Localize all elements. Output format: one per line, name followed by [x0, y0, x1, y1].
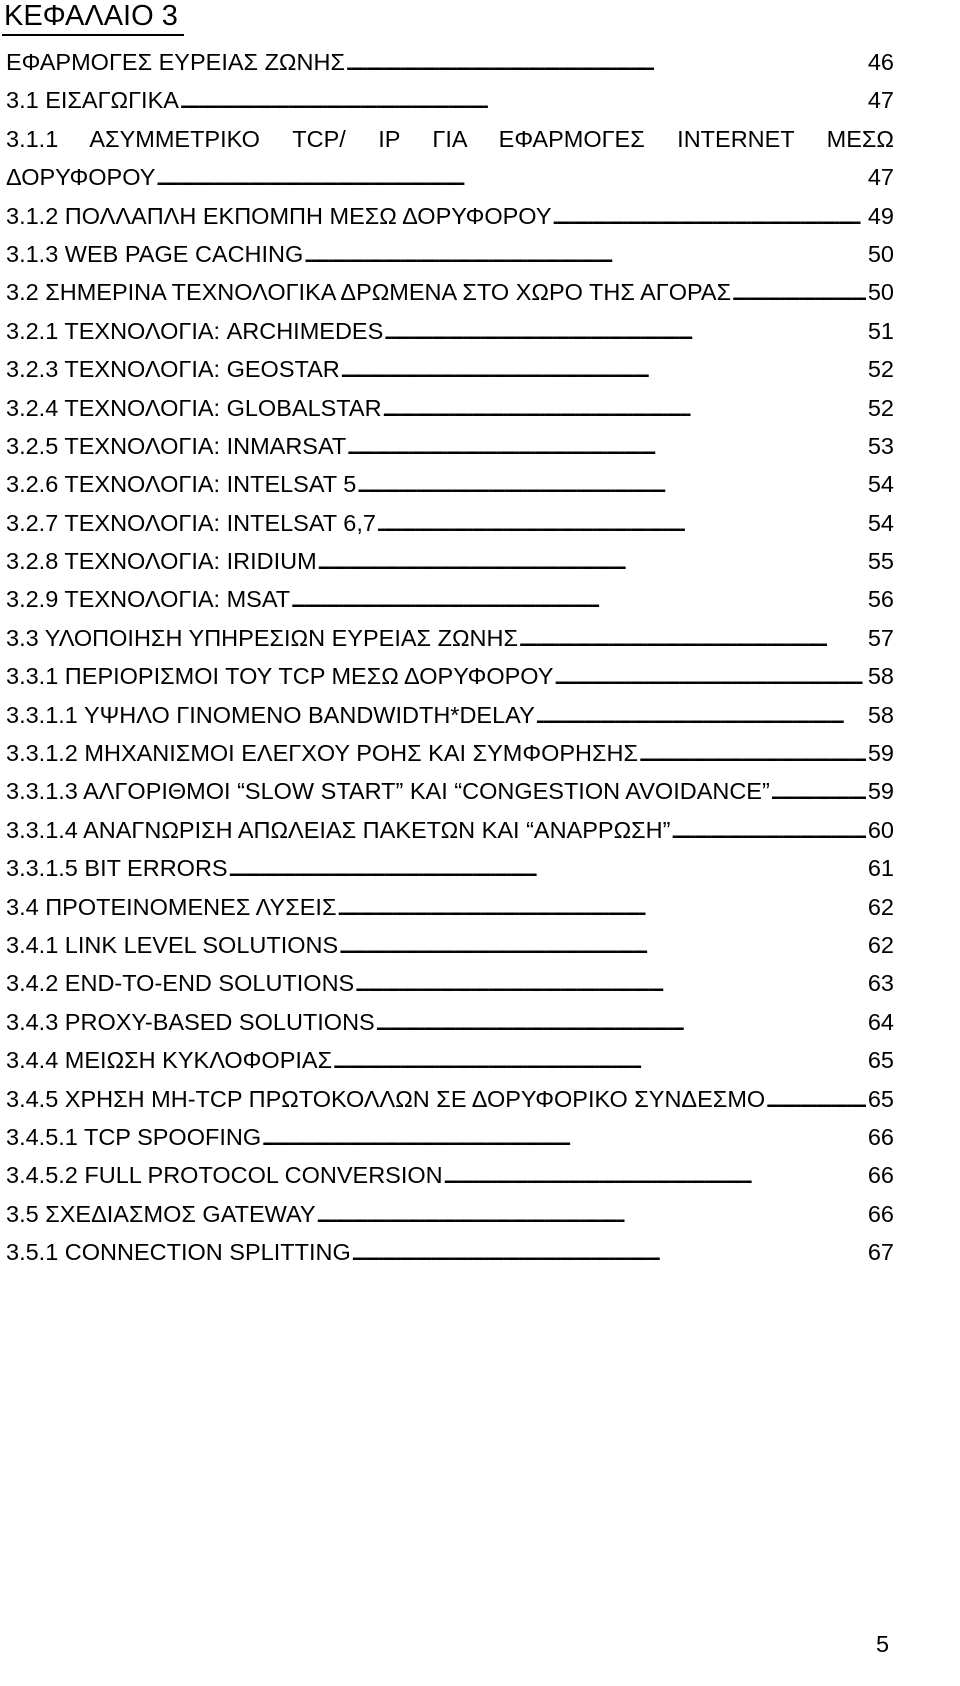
toc-dot-leader [340, 354, 866, 384]
toc-entry[interactable] [6, 1084, 894, 1122]
toc-entry-title: 3.3.1.2 ΜΗΧΑΝΙΣΜΟΙ ΕΛΕΓΧΟΥ ΡΟΗΣ ΚΑΙ ΣΥΜΦΟΡΗΣΗΣ [6, 740, 639, 767]
toc-entry-title: 3.2.5 ΤΕΧΝΟΛΟΓΙΑ: INMARSAT [6, 432, 347, 459]
toc-entry[interactable] [6, 700, 894, 738]
toc-dot-leader [345, 47, 866, 77]
toc-entry[interactable] [6, 853, 894, 891]
toc-dot-leader [179, 85, 866, 115]
toc-dot-leader [351, 1237, 866, 1267]
toc-entry-title: 3.4.5.2 FULL PROTOCOL CONVERSION [6, 1162, 443, 1189]
toc-dot-leader [228, 853, 866, 883]
toc-entry[interactable] [6, 85, 894, 123]
table-of-contents [6, 47, 894, 1276]
toc-entry[interactable] [6, 1122, 894, 1160]
toc-entry-page: 65 [867, 1085, 894, 1112]
toc-entry-title: 3.4.5.1 TCP SPOOFING [6, 1123, 262, 1150]
toc-dot-leader [332, 1045, 866, 1075]
toc-entry[interactable] [6, 393, 894, 431]
toc-entry-page: 62 [867, 893, 894, 920]
toc-entry-page: 59 [867, 740, 894, 767]
toc-entry-page: 54 [867, 471, 894, 498]
toc-dot-leader [553, 661, 865, 691]
toc-entry-title: ΕΦΑΡΜΟΓΕΣ ΕΥΡΕΙΑΣ ΖΩΝΗΣ [6, 49, 345, 75]
toc-dot-leader [770, 776, 866, 806]
toc-entry-title: 3.3.1.1 ΥΨΗΛΟ ΓΙΝΟΜΕΝΟ BANDWIDTH*DELAY [6, 701, 535, 728]
toc-entry[interactable] [6, 584, 894, 622]
toc-entry[interactable] [6, 431, 894, 469]
toc-entry-page: 50 [867, 279, 894, 306]
toc-entry-title: 3.2.7 ΤΕΧΝΟΛΟΓΙΑ: INTELSAT 6,7 [6, 509, 376, 536]
toc-entry-title: 3.3.1.3 ΑΛΓΟΡΙΘΜΟΙ “SLOW START” ΚΑΙ “CONGESTION AVOIDANCE” [6, 778, 770, 805]
toc-entry-page: 52 [867, 356, 894, 383]
toc-entry-page: 46 [867, 49, 894, 75]
toc-entry-page: 62 [867, 931, 894, 958]
toc-entry-title: 3.3.1.4 ΑΝΑΓΝΩΡΙΣΗ ΑΠΩΛΕΙΑΣ ΠΑΚΕΤΩΝ ΚΑΙ “ΑΝΑΡΡΩΣΗ” [6, 816, 671, 843]
toc-dot-leader [765, 1084, 866, 1114]
toc-dot-leader [443, 1160, 866, 1190]
toc-entry-title: 3.4.1 LINK LEVEL SOLUTIONS [6, 931, 339, 958]
toc-entry[interactable] [6, 930, 894, 968]
toc-dot-leader [383, 316, 866, 346]
toc-dot-leader [518, 623, 866, 653]
toc-entry-page: 58 [867, 701, 894, 728]
toc-entry[interactable] [6, 239, 894, 277]
toc-entry-title: 3.3 ΥΛΟΠΟΙΗΣΗ ΥΠΗΡΕΣΙΩΝ ΕΥΡΕΙΑΣ ΖΩΝΗΣ [6, 624, 518, 651]
toc-entry-title: ΔΟΡΥΦΟΡΟΥ [6, 164, 156, 191]
toc-entry-page: 47 [867, 87, 894, 114]
toc-entry[interactable] [6, 277, 894, 315]
toc-entry-page: 55 [867, 548, 894, 575]
toc-dot-leader [354, 968, 866, 998]
toc-entry-title: 3.4.3 PROXY-BASED SOLUTIONS [6, 1008, 375, 1035]
toc-dot-leader [155, 162, 865, 192]
toc-entry[interactable] [6, 47, 894, 85]
toc-entry-page: 59 [867, 778, 894, 805]
toc-dot-leader [535, 700, 866, 730]
toc-entry-page: 63 [867, 970, 894, 997]
toc-entry-page: 47 [867, 164, 894, 191]
toc-entry-page: 60 [867, 816, 894, 843]
toc-entry[interactable] [6, 968, 894, 1006]
toc-entry-title: 3.2 ΣΗΜΕΡΙΝΑ ΤΕΧΝΟΛΟΓΙΚΑ ΔΡΩΜΕΝΑ ΣΤΟ ΧΩΡΟ ΤΗΣ ΑΓΟΡΑΣ [6, 279, 732, 306]
toc-entry-title: 3.2.6 ΤΕΧΝΟΛΟΓΙΑ: INTELSAT 5 [6, 471, 357, 498]
toc-entry[interactable] [6, 1199, 894, 1237]
toc-entry-page: 56 [867, 586, 894, 613]
toc-entry-page: 66 [867, 1162, 894, 1189]
toc-entry[interactable] [6, 201, 894, 239]
toc-dot-leader [336, 892, 865, 922]
toc-entry-page: 52 [867, 394, 894, 421]
toc-entry-page: 64 [867, 1008, 894, 1035]
toc-entry-page: 65 [867, 1047, 894, 1074]
toc-entry[interactable] [6, 623, 894, 661]
toc-dot-leader [670, 815, 865, 845]
toc-entry[interactable] [6, 661, 894, 699]
toc-entry-page: 66 [867, 1123, 894, 1150]
chapter-title: ΚΕΦΑΛΑΙΟ 3 [4, 0, 178, 32]
toc-entry[interactable] [6, 892, 894, 930]
toc-entry-title: 3.2.4 ΤΕΧΝΟΛΟΓΙΑ: GLOBALSTAR [6, 394, 382, 421]
toc-entry-title: 3.1 ΕΙΣΑΓΩΓΙΚΑ [6, 87, 179, 114]
toc-dot-leader [290, 584, 866, 614]
toc-entry-title: 3.4.2 END-TO-END SOLUTIONS [6, 970, 355, 997]
toc-entry[interactable] [6, 776, 894, 814]
toc-entry[interactable] [6, 738, 894, 776]
toc-entry-title: 3.3.1 ΠΕΡΙΟΡΙΣΜΟΙ ΤΟΥ TCP ΜΕΣΩ ΔΟΡΥΦΟΡΟΥ [6, 663, 554, 690]
toc-entry-title: 3.4.5 ΧΡΗΣΗ ΜΗ-TCP ΠΡΩΤΟΚΟΛΛΩΝ ΣΕ ΔΟΡΥΦΟΡΙΚΟ ΣΥΝΔΕΣΜΟ [6, 1085, 766, 1112]
toc-entry-title: 3.4 ΠΡΟΤΕΙΝΟΜΕΝΕΣ ΛΥΣΕΙΣ [6, 893, 337, 920]
toc-entry-title: 3.1.3 WEB PAGE CACHING [6, 240, 304, 267]
toc-entry-title: 3.2.3 ΤΕΧΝΟΛΟΓΙΑ: GEOSTAR [6, 356, 340, 383]
toc-entry[interactable] [6, 469, 894, 507]
page-number: 5 [876, 1631, 890, 1657]
toc-entry[interactable] [6, 316, 894, 354]
toc-entry[interactable] [6, 162, 894, 200]
toc-entry-page: 49 [867, 202, 894, 229]
toc-entry-page: 58 [867, 663, 894, 690]
toc-entry-page: 51 [867, 317, 894, 344]
toc-entry[interactable] [6, 815, 894, 853]
toc-entry-title: 3.2.9 ΤΕΧΝΟΛΟΓΙΑ: MSAT [6, 586, 291, 613]
toc-entry-title: 3.3.1.5 BIT ERRORS [6, 855, 228, 882]
toc-entry-page: 54 [867, 509, 894, 536]
toc-entry-title: 3.1.1 ΑΣΥΜΜΕΤΡΙΚΟ TCP/ IP ΓΙΑ ΕΦΑΡΜΟΓΕΣ INTERNET ΜΕΣΩ [6, 125, 894, 152]
toc-dot-leader [731, 277, 866, 307]
toc-entry[interactable] [6, 1160, 894, 1198]
toc-dot-leader [303, 239, 866, 269]
toc-entry-title: 3.5 ΣΧΕΔΙΑΣΜΟΣ GATEWAY [6, 1200, 316, 1227]
toc-dot-leader [261, 1122, 866, 1152]
toc-entry-title: 3.2.1 ΤΕΧΝΟΛΟΓΙΑ: ARCHIMEDES [6, 317, 384, 344]
toc-entry-page: 61 [867, 855, 894, 882]
toc-entry-title: 3.4.4 ΜΕΙΩΣΗ ΚΥΚΛΟΦΟΡΙΑΣ [6, 1047, 333, 1074]
toc-entry-title: 3.5.1 CONNECTION SPLITTING [6, 1239, 351, 1266]
toc-entry-title: 3.1.2 ΠΟΛΛΑΠΛΗ ΕΚΠΟΜΠΗ ΜΕΣΩ ΔΟΡΥΦΟΡΟΥ [6, 202, 552, 229]
toc-entry[interactable] [6, 1007, 894, 1045]
toc-dot-leader [375, 1007, 866, 1037]
toc-dot-leader [376, 508, 866, 538]
toc-entry[interactable] [6, 1237, 894, 1275]
toc-dot-leader [382, 393, 866, 423]
toc-entry[interactable] [6, 124, 894, 162]
toc-dot-leader [346, 431, 866, 461]
toc-dot-leader [317, 546, 866, 576]
toc-dot-leader [638, 738, 866, 768]
toc-entry[interactable] [6, 546, 894, 584]
toc-entry[interactable] [6, 354, 894, 392]
chapter-title-underline [2, 34, 184, 36]
toc-dot-leader [356, 469, 866, 499]
toc-dot-leader [552, 201, 866, 231]
toc-dot-leader [338, 930, 866, 960]
toc-entry[interactable] [6, 1045, 894, 1083]
toc-entry-page: 50 [867, 240, 894, 267]
toc-entry-page: 53 [867, 432, 894, 459]
toc-entry-title: 3.2.8 ΤΕΧΝΟΛΟΓΙΑ: IRIDIUM [6, 548, 317, 575]
toc-entry-page: 57 [867, 624, 894, 651]
toc-entry[interactable] [6, 508, 894, 546]
toc-entry-page: 66 [867, 1200, 894, 1227]
toc-dot-leader [316, 1199, 866, 1229]
toc-entry-page: 67 [867, 1239, 894, 1266]
